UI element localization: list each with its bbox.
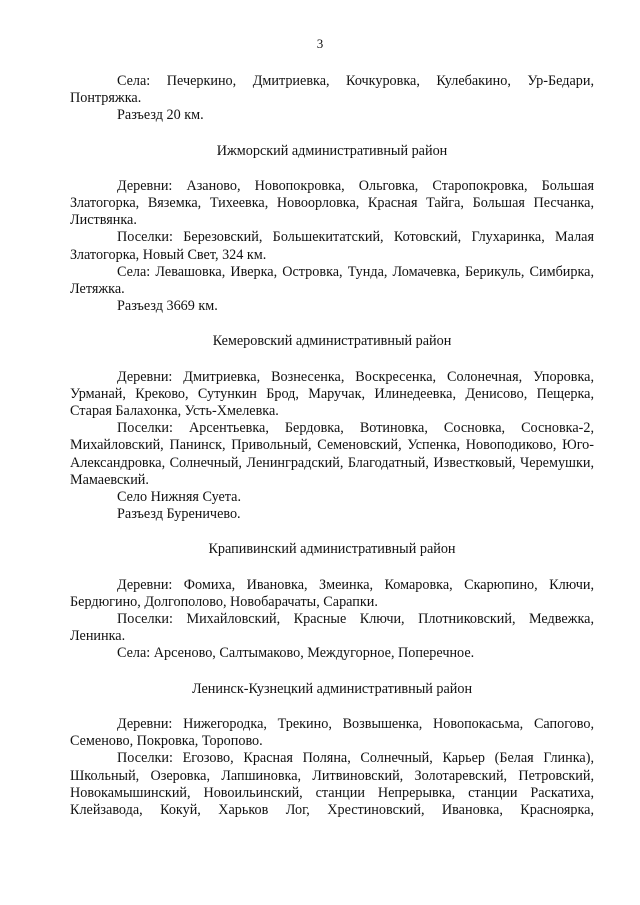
district-heading: Ижморский административный район (216, 142, 448, 159)
document-body (70, 73, 594, 819)
district-paragraph: Села: Левашовка, Иверка, Островка, Тунда, Ломачевка, Берикуль, Симбирка, Летяжка. (70, 263, 594, 298)
district-paragraph: Поселки: Егозово, Красная Поляна, Солнечный, Карьер (Белая Глинка), Школьный, Озеровка, Лапшиновка, Литвиновский, Золотаревский, Петровский, Новокамышинский, Новоильинский, станции Непрерывка, станции Раскатиха, Клейзавода, Кокуй, Харьков Лог, Хрестиновский, Ивановка, Красноярка, (70, 750, 594, 818)
district-paragraph: Поселки: Березовский, Большекитатский, Котовский, Глухаринка, Малая Златогорка, Новый Свет, 324 км. (70, 229, 594, 263)
district-heading: Крапивинский административный район (208, 541, 456, 558)
district-paragraph: Разъезд Буреничево. (117, 506, 241, 523)
page-number: 3 (316, 36, 324, 51)
district-paragraph: Деревни: Азаново, Новопокровка, Ольговка, Старопокровка, Большая Златогорка, Вяземка, Тихеевка, Новоорловка, Красная Тайга, Большая Песчанка, Листвянка. (70, 177, 594, 229)
district-heading: Ленинск-Кузнецкий административный район (191, 680, 473, 697)
district-paragraph: Село Нижняя Суета. (117, 489, 242, 506)
district-paragraph: Деревни: Фомиха, Ивановка, Змеинка, Комаровка, Скарюпино, Ключи, Бердюгино, Долгополово, Новобарачаты, Сарапки. (70, 576, 594, 610)
siding-paragraph: Разъезд 20 км. (117, 107, 204, 124)
district-paragraph: Деревни: Дмитриевка, Вознесенка, Воскресенка, Солонечная, Упоровка, Урманай, Креково, Сутункин Брод, Маручак, Илинедеевка, Денисово, Пещерка, Старая Балахонка, Усть-Хмелевка. (70, 368, 594, 420)
district-paragraph: Села: Арсеново, Салтымаково, Междугорное, Поперечное. (117, 645, 475, 662)
villages-paragraph: Села: Печеркино, Дмитриевка, Кочкуровка, Кулебакино, Ур-Бедари, Понтряжка. (70, 73, 594, 107)
district-paragraph: Поселки: Арсентьевка, Бердовка, Вотиновка, Сосновка, Сосновка-2, Михайловский, Панинск, Привольный, Семеновский, Успенка, Новоподиково, Юго-Александровка, Солнечный, Ленинградский, Благодатный, Известковый, Черемушки, Мамаевский. (70, 420, 594, 488)
district-paragraph: Разъезд 3669 км. (117, 298, 218, 315)
district-heading: Кемеровский административный район (212, 333, 452, 350)
district-paragraph: Деревни: Нижегородка, Трекино, Возвышенка, Новопокасьма, Сапогово, Семеново, Покровка, Торопово. (70, 715, 594, 750)
district-paragraph: Поселки: Михайловский, Красные Ключи, Плотниковский, Медвежка, Ленинка. (70, 611, 594, 645)
